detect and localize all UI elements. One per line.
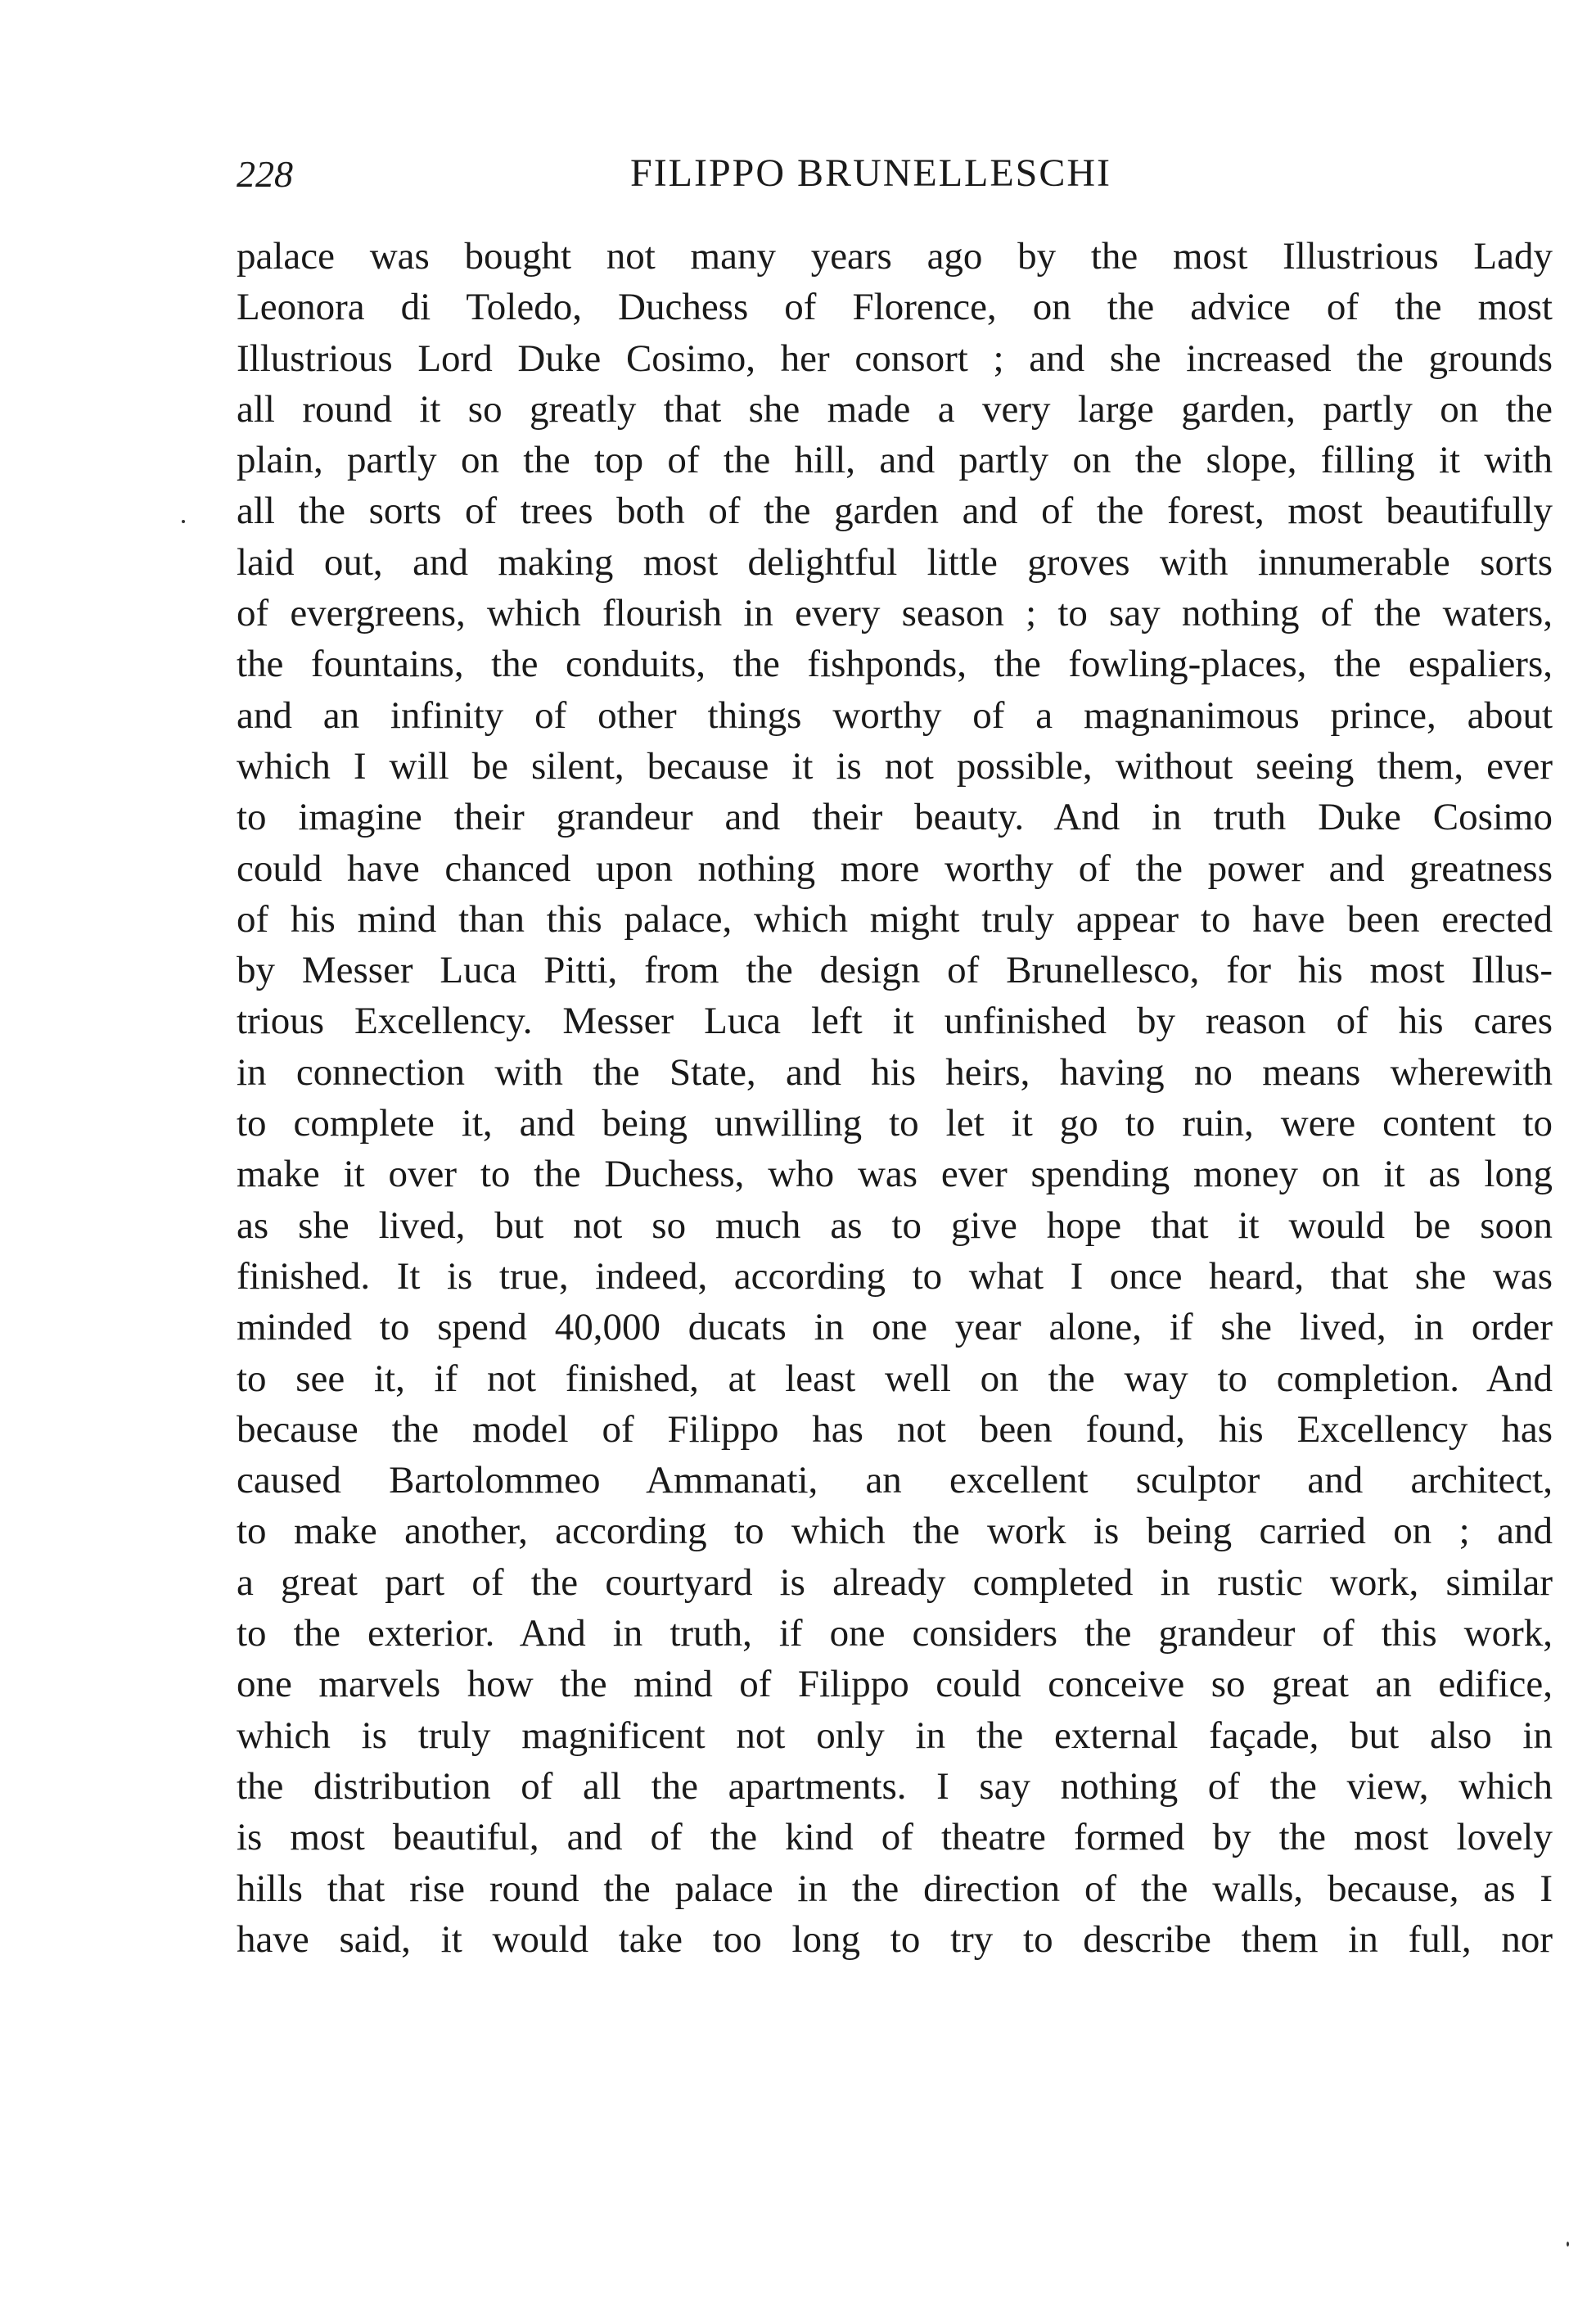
text-line: Illustrious Lord Duke Cosimo, her consort ; and she increased the grounds: [237, 336, 1553, 380]
text-line: to complete it, and being unwilling to let it go to ruin, were content to: [237, 1102, 1553, 1145]
body-text: [237, 231, 1553, 1965]
text-line: the distribution of all the apartments. I say nothing of the view, which: [237, 1764, 1553, 1808]
text-line: one marvels how the mind of Filippo could conceive so great an edifice,: [237, 1663, 1553, 1706]
text-line: by Messer Luca Pitti, from the design of Brunellesco, for his most Illus-: [237, 949, 1553, 992]
text-line: minded to spend 40,000 ducats in one year alone, if she lived, in order: [237, 1306, 1553, 1349]
text-line: of his mind than this palace, which might truly appear to have been erected: [237, 897, 1553, 941]
margin-speck: [1567, 2242, 1569, 2247]
text-line: laid out, and making most delightful little groves with innumerable sorts: [237, 540, 1553, 584]
text-line: a great part of the courtyard is already completed in rustic work, similar: [237, 1560, 1553, 1604]
text-line: the fountains, the conduits, the fishponds, the fowling-places, the espaliers,: [237, 643, 1553, 686]
text-line: which is truly magnificent not only in the external façade, but also in: [237, 1714, 1553, 1757]
margin-speck: [182, 520, 185, 523]
text-line: is most beautiful, and of the kind of theatre formed by the most lovely: [237, 1816, 1553, 1859]
page-number: 228: [237, 153, 293, 195]
text-line: palace was bought not many years ago by the most Illustrious Lady: [237, 235, 1553, 278]
text-line: to the exterior. And in truth, if one considers the grandeur of this work,: [237, 1612, 1553, 1655]
text-line: and an infinity of other things worthy of a magnanimous prince, about: [237, 693, 1553, 737]
text-line: Leonora di Toledo, Duchess of Florence, on the advice of the most: [237, 286, 1553, 329]
text-line: all round it so greatly that she made a very large garden, partly on the: [237, 387, 1553, 431]
text-line: trious Excellency. Messer Luca left it unfinished by reason of his cares: [237, 1000, 1553, 1043]
text-line: of evergreens, which flourish in every season ; to say nothing of the waters,: [237, 592, 1553, 635]
text-line: in connection with the State, and his heirs, having no means wherewith: [237, 1050, 1553, 1094]
text-line: make it over to the Duchess, who was ever spending money on it as long: [237, 1153, 1553, 1196]
text-line: all the sorts of trees both of the garden and of the forest, most beautifully: [237, 490, 1553, 533]
text-line: plain, partly on the top of the hill, and partly on the slope, filling it with: [237, 439, 1553, 482]
running-title: FILIPPO BRUNELLESCHI: [630, 151, 1112, 195]
text-line: because the model of Filippo has not been found, his Excellency has: [237, 1407, 1553, 1451]
text-line: to imagine their grandeur and their beauty. And in truth Duke Cosimo: [237, 796, 1553, 839]
text-line: caused Bartolommeo Ammanati, an excellent sculptor and architect,: [237, 1459, 1553, 1502]
text-line: finished. It is true, indeed, according to what I once heard, that she was: [237, 1254, 1553, 1298]
text-line: which I will be silent, because it is not possible, without seeing them, ever: [237, 744, 1553, 788]
text-line: to see it, if not finished, at least well on the way to completion. And: [237, 1357, 1553, 1400]
text-line: could have chanced upon nothing more worthy of the power and greatness: [237, 847, 1553, 890]
text-line: to make another, according to which the work is being carried on ; and: [237, 1510, 1553, 1553]
text-line: hills that rise round the palace in the direction of the walls, because, as I: [237, 1867, 1553, 1910]
text-line: have said, it would take too long to try to describe them in full, nor: [237, 1917, 1553, 1961]
text-line: as she lived, but not so much as to give hope that it would be soon: [237, 1203, 1553, 1247]
